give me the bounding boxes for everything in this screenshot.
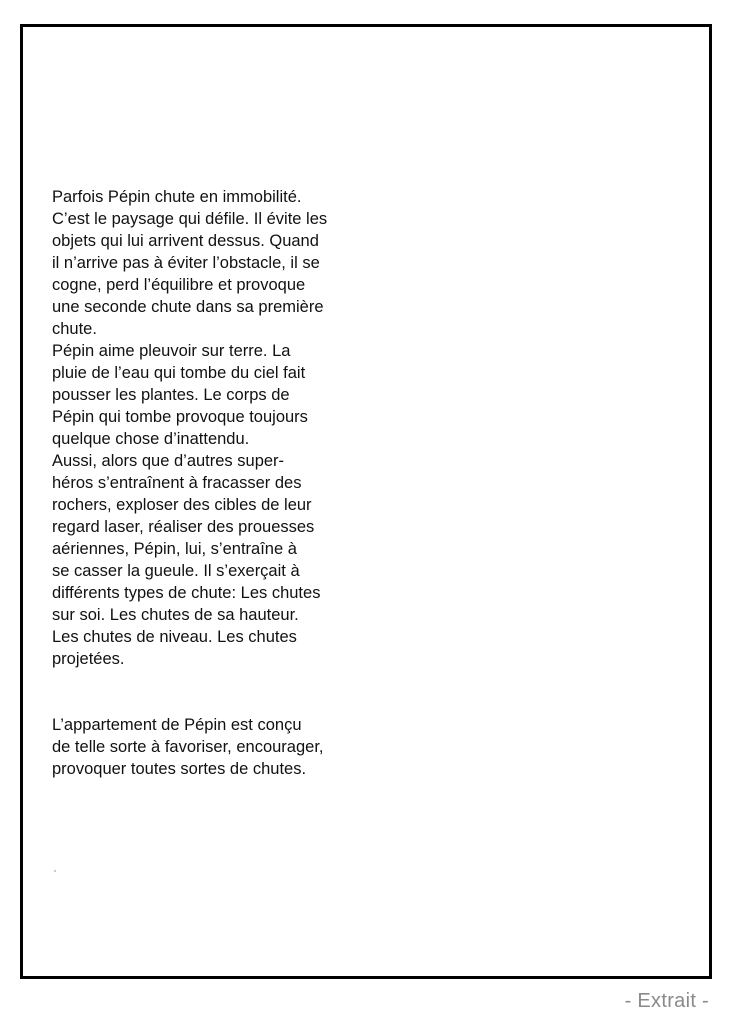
- paragraph-1: [52, 186, 382, 340]
- text-line: pousser les plantes. Le corps de: [52, 386, 290, 404]
- text-line: une seconde chute dans sa première: [52, 298, 324, 316]
- text-line: rochers, exploser des cibles de leur: [52, 496, 312, 514]
- text-line: sur soi. Les chutes de sa hauteur.: [52, 606, 299, 624]
- text-line: aériennes, Pépin, lui, s’entraîne à: [52, 540, 297, 558]
- text-line: C’est le paysage qui défile. Il évite les: [52, 210, 328, 228]
- text-line: provoquer toutes sortes de chutes.: [52, 760, 307, 778]
- text-line: cogne, perd l’équilibre et provoque: [52, 276, 306, 294]
- text-line: projetées.: [52, 650, 125, 668]
- text-line: Les chutes de niveau. Les chutes: [52, 628, 297, 646]
- text-line: différents types de chute: Les chutes: [52, 584, 321, 602]
- text-line: regard laser, réaliser des prouesses: [52, 518, 315, 536]
- text-line: objets qui lui arrivent dessus. Quand: [52, 232, 319, 250]
- paragraph-3: [52, 450, 382, 670]
- text-line: Pépin aime pleuvoir sur terre. La: [52, 342, 291, 360]
- page-frame: [20, 24, 712, 979]
- text-line: pluie de l’eau qui tombe du ciel fait: [52, 364, 306, 382]
- paragraph-2: [52, 340, 382, 450]
- paragraph-4: [52, 714, 382, 780]
- text-line: se casser la gueule. Il s’exerçait à: [52, 562, 300, 580]
- text-block: [52, 186, 382, 780]
- excerpt-label: - Extrait -: [624, 990, 709, 1012]
- text-line: Pépin qui tombe provoque toujours: [52, 408, 308, 426]
- text-line: Parfois Pépin chute en immobilité.: [52, 188, 302, 206]
- text-line: il n’arrive pas à éviter l’obstacle, il se: [52, 254, 320, 272]
- text-line: de telle sorte à favoriser, encourager,: [52, 738, 324, 756]
- text-line: héros s’entraînent à fracasser des: [52, 474, 302, 492]
- paragraph-gap: [52, 670, 382, 714]
- text-line: chute.: [52, 320, 97, 338]
- text-line: Aussi, alors que d’autres super-: [52, 452, 285, 470]
- stray-dot-mark: [54, 870, 56, 872]
- text-line: L’appartement de Pépin est conçu: [52, 716, 302, 734]
- text-line: quelque chose d’inattendu.: [52, 430, 250, 448]
